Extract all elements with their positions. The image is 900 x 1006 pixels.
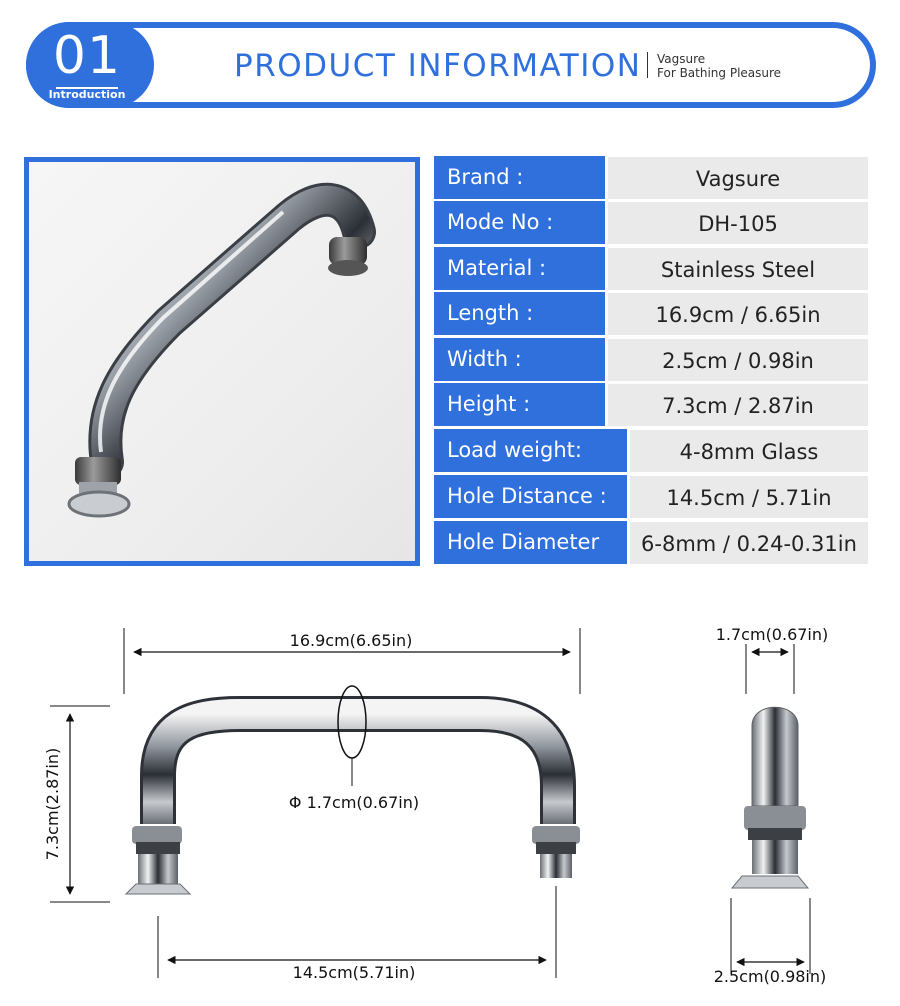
header-brand: Vagsure [657,52,706,66]
spec-value: 4-8mm Glass [630,429,868,472]
section-label: Introduction [48,88,126,101]
spec-label: Hole Diameter [434,521,627,564]
side-base-width-label: 2.5cm(0.98in) [713,967,827,986]
spec-value: 14.5cm / 5.71in [630,475,868,518]
spec-label: Material : [434,247,605,290]
spec-label: Load weight: [434,429,627,472]
spec-value: 2.5cm / 0.98in [608,338,868,381]
spec-value: 16.9cm / 6.65in [608,292,868,335]
height-dimension-label: 7.3cm(2.87in) [43,747,62,861]
spec-value: Stainless Steel [608,247,868,290]
spec-value: 7.3cm / 2.87in [608,383,868,426]
product-photo [29,162,415,561]
side-view-handle [732,707,808,888]
product-photo-frame [24,157,420,566]
spec-value: 6-8mm / 0.24-0.31in [630,521,868,564]
handle-photo-illustration [29,162,415,561]
spec-value: Vagsure [608,156,868,199]
dimension-drawing [0,586,900,1006]
tube-diameter-label: Φ 1.7cm(0.67in) [288,793,420,812]
spec-label: Brand : [434,156,605,199]
section-badge [26,22,154,108]
length-dimension-label: 16.9cm(6.65in) [289,631,413,650]
title-divider [647,52,648,78]
spec-label: Mode No : [434,201,605,244]
spec-label: Width : [434,338,605,381]
spec-value: DH-105 [608,201,868,244]
spec-label: Height : [434,383,605,426]
header-tagline: For Bathing Pleasure [657,66,782,80]
section-number: 01 [52,26,122,86]
side-top-width-label: 1.7cm(0.67in) [715,625,829,644]
spec-label: Hole Distance : [434,475,627,518]
spec-label: Length : [434,292,605,335]
hole-distance-label: 14.5cm(5.71in) [292,963,416,982]
front-view-handle [126,686,580,894]
page-title: PRODUCT INFORMATION [234,48,642,84]
